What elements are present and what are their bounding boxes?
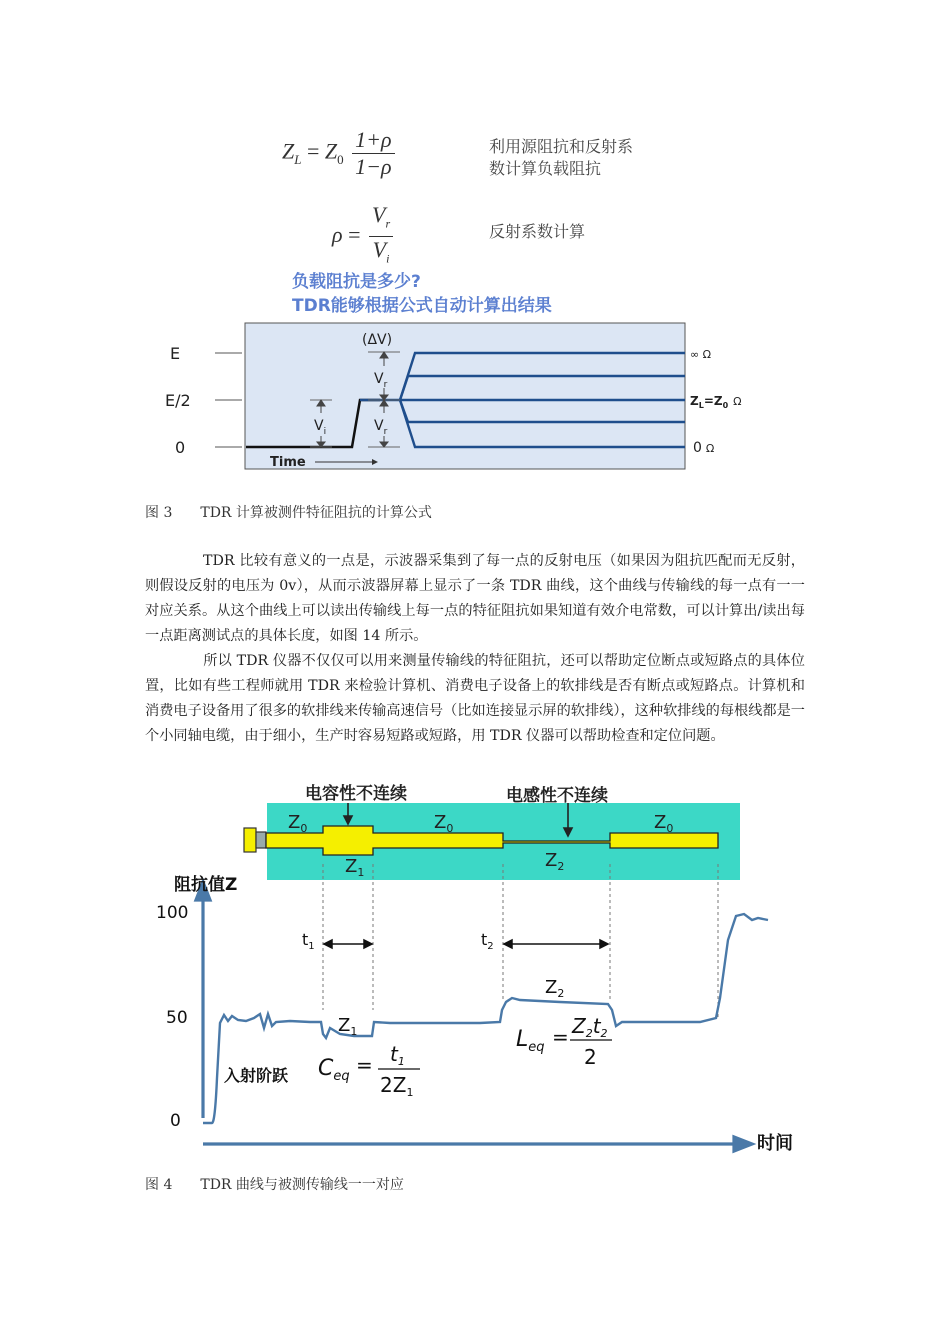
y-tick-50: 50 (166, 1008, 188, 1028)
svg-text:Z2t2: $Z_2t_2$ (572, 1014, 608, 1040)
formula-reflection-coefficient: ρ = $\frac{V_r}{V_i}$ (332, 203, 393, 271)
label-vr-top: $V_r$ (374, 371, 388, 390)
figure3-caption: 图 3 TDR 计算被测件特征阻抗的计算公式 (145, 505, 432, 521)
tdr-waveform-diagram (160, 318, 760, 478)
label-vi: $V_i$ (314, 418, 327, 437)
label-vr-bottom: $V_r$ (374, 418, 388, 437)
duration-arrows (324, 940, 608, 948)
svg-text:=: = (356, 1053, 373, 1077)
label-delta-v: (ΔV) (362, 332, 393, 348)
z0-label-1: $Z_0$ (288, 812, 308, 835)
formula1-note: 利用源阻抗和反射系 数计算负载阻抗 (489, 137, 634, 178)
label-zl-z0: $Z_L=Z_0$ Ω (690, 394, 742, 410)
leq-formula (516, 1014, 612, 1069)
label-time: Time (270, 455, 306, 470)
ceq-formula (318, 1042, 420, 1099)
z1-label-curve: $Z_1$ (338, 1015, 358, 1038)
formula-load-impedance: $Z_L = Z_0$ $\frac{1+\rho}{1-\rho}$ (282, 128, 395, 179)
z0-label-2: $Z_0$ (434, 812, 454, 835)
alignment-guides (323, 864, 718, 1018)
label-zero: 0 (175, 438, 186, 457)
svg-text:t1: $t_1$ (390, 1042, 405, 1068)
paragraph-2: 所以 TDR 仪器不仅仅可以用来测量传输线的特征阻抗，还可以帮助定位断点或短路点的具体位置，比如有些工程师就用 TDR 来检验计算机、消费电子设备上的软排线是否有断点或短路点。计算机和消费电子设备用了很多的软排线来传输高速信号（比如连接显示屏的软排线），这种软排线的每根线都是一个小同轴电缆，由于细小，生产时容易短路或短路，用 TDR 仪器可以帮助检查和定位问题。 (145, 653, 805, 744)
incident-step-label: 入射阶跃 (224, 1066, 289, 1085)
t1-label: $t_1$ (302, 930, 315, 952)
z0-label-3: $Z_0$ (654, 812, 674, 835)
svg-text:2: 2 (584, 1045, 597, 1069)
figure4-caption: 图 4 TDR 曲线与被测传输线一一对应 (145, 1177, 404, 1193)
y-tick-100: 100 (156, 903, 189, 923)
y-axis-title: 阻抗值Z (174, 875, 238, 895)
t2-label: $t_2$ (481, 930, 494, 952)
svg-text:2Z1: $2Z_1$ (380, 1073, 414, 1099)
z2-label-board: $Z_2$ (545, 850, 565, 873)
figure3-title: 负载阻抗是多少? TDR能够根据公式自动计算出结果 (292, 272, 552, 316)
paragraph-1: TDR 比较有意义的一点是，示波器采集到了每一点的反射电压（如果因为阻抗匹配而无反射，则假设反射的电压为 0v），从而示波器屏幕上显示了一条 TDR 曲线，这个曲线与传输线的每一点有一一对应关系。从这个曲线上可以读出传输线上每一点的特征阻抗如果知道有效介电常数，可以计算出/读出每一点距离测试点的具体长度，如图 14 所示。 (145, 553, 805, 644)
svg-text:=: = (552, 1025, 569, 1049)
label-e-half: E/2 (165, 391, 191, 410)
label-zero-ohm: 0 Ω (693, 440, 715, 456)
svg-text:Leq: $L_{eq}$ (516, 1027, 545, 1055)
tdr-curve-figure (140, 778, 810, 1163)
axes (196, 882, 752, 1151)
x-axis-title: 时间 (757, 1133, 793, 1154)
connector (244, 828, 256, 852)
label-e: E (170, 344, 181, 363)
label-inf-ohm: ∞ Ω (690, 348, 712, 361)
inductive-label: 电感性不连续 (506, 786, 608, 806)
svg-text:Ceq: $C_{eq}$ (318, 1056, 350, 1084)
y-tick-0: 0 (170, 1111, 181, 1131)
x-axis-arrow (734, 1137, 752, 1151)
capacitive-label: 电容性不连续 (305, 784, 407, 804)
formula2-note: 反射系数计算 (489, 222, 586, 241)
z2-label-curve: $Z_2$ (545, 977, 565, 1000)
z1-label-board: $Z_1$ (345, 856, 365, 879)
